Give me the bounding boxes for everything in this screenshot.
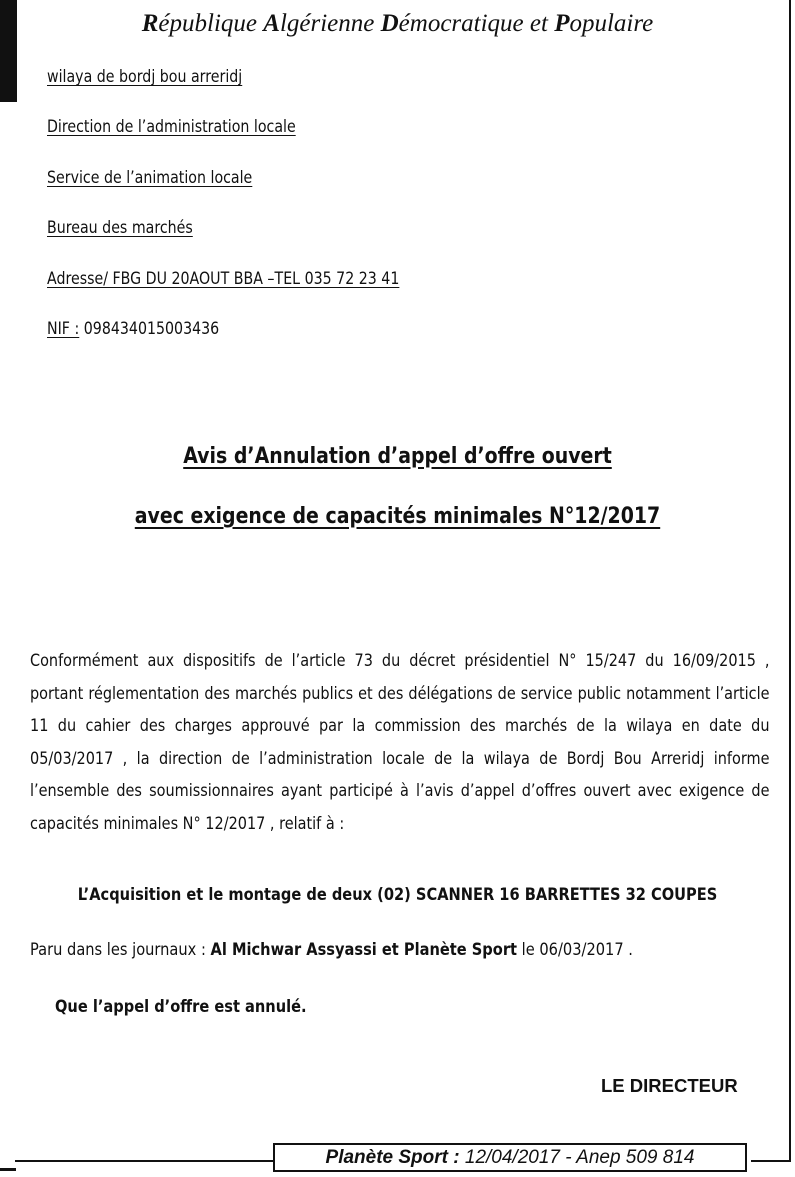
header-direction: Direction de l’administration locale: [47, 117, 296, 136]
published-prefix: Paru dans les journaux :: [30, 940, 211, 960]
nif-label: NIF :: [47, 319, 80, 338]
notice-title-line-1: Avis d’Annulation d’appel d’offre ouvert: [183, 444, 612, 469]
frame-right-rule: [789, 0, 791, 1162]
tender-object: L’Acquisition et le montage de deux (02) SCANNER 16 BARRETTES 32 COUPES: [77, 885, 718, 905]
republic-heading: [0, 10, 795, 38]
header-wilaya: wilaya de bordj bou arreridj: [47, 67, 243, 86]
source-details: 12/04/2017 - Anep 509 814: [459, 1147, 695, 1168]
republic-rest-4: opulaire: [569, 10, 654, 37]
published-suffix: le 06/03/2017 .: [517, 940, 633, 960]
header-nif: [47, 319, 219, 338]
nif-value: 098434015003436: [79, 319, 220, 338]
source-box: [273, 1143, 747, 1172]
republic-rest-1: épublique: [158, 10, 264, 37]
republic-cap-3: D: [380, 10, 399, 37]
republic-cap-4: P: [554, 10, 570, 37]
frame-bottom-rule-right: [751, 1160, 791, 1162]
frame-bottom-rule-left: [15, 1160, 273, 1162]
published-line: [30, 940, 633, 960]
notice-title-line-2: avec exigence de capacités minimales N°12/2017: [134, 504, 661, 529]
header-address: Adresse/ FBG DU 20AOUT BBA –TEL 035 72 23 41: [47, 269, 400, 288]
source-newspaper: Planète Sport :: [325, 1147, 460, 1168]
signature: LE DIRECTEUR: [601, 1075, 738, 1096]
header-bureau: Bureau des marchés: [47, 218, 193, 237]
header-service: Service de l’animation locale: [47, 168, 253, 187]
conclusion-line: Que l’appel d’offre est annulé.: [55, 997, 307, 1017]
republic-cap-1: R: [141, 10, 159, 37]
republic-cap-2: A: [263, 10, 280, 37]
published-papers: Al Michwar Assyassi et Planète Sport: [210, 940, 518, 960]
republic-rest-3: émocratique et: [398, 10, 555, 37]
corner-tick: [0, 1168, 16, 1171]
body-paragraph: Conformément aux dispositifs de l’article 73 du décret présidentiel N° 15/247 du 16/09/2015 , portant réglementation des marchés publics et des délégations de service public notamment l’article 11 du cahier des charges approuvé par la commission des marchés de la wilaya en date du 05/03/2017 , la direction de l’administration locale de la wilaya de Bordj Bou Arreridj informe l’ensemble des soumissionnaires ayant participé à l’avis d’appel d’offres ouvert avec exigence de capacités minimales N° 12/2017 , relatif à :: [30, 651, 770, 834]
republic-rest-2: lgérienne: [279, 10, 381, 37]
